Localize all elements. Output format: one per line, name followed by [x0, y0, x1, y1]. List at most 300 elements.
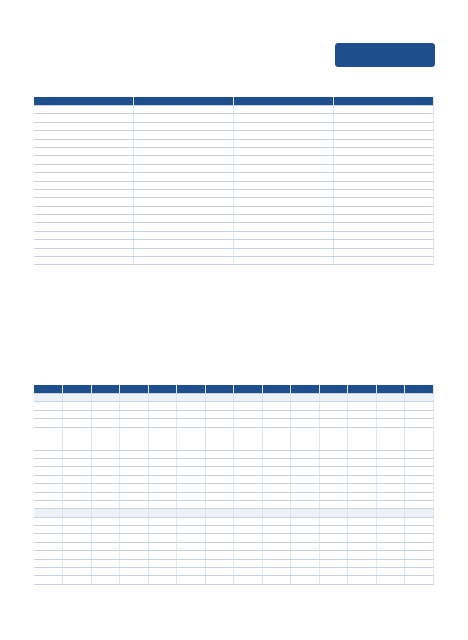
table-cell [262, 475, 291, 483]
table-cell [405, 576, 434, 584]
table-cell [262, 450, 291, 458]
table-cell [34, 568, 63, 576]
table-cell [319, 509, 348, 517]
table-cell [134, 139, 234, 147]
table-header-cell [91, 385, 120, 394]
table-cell [91, 551, 120, 559]
table-row [34, 231, 434, 239]
table-cell [234, 131, 334, 139]
brand-wordmark [335, 40, 435, 70]
table-cell [334, 231, 434, 239]
table-cell [376, 419, 405, 427]
table-cell [177, 467, 206, 475]
table-cell [234, 559, 263, 567]
table-cell [205, 500, 234, 508]
table-cell [234, 106, 334, 114]
page-title [34, 24, 129, 37]
table-cell [148, 509, 177, 517]
table-cell [291, 517, 320, 525]
table-cell [234, 458, 263, 466]
table-header-cell [262, 385, 291, 394]
spec-table [34, 97, 434, 265]
table-cell [34, 164, 134, 172]
table-cell [234, 526, 263, 534]
table-cell [262, 559, 291, 567]
table-cell [376, 500, 405, 508]
table-row [34, 475, 434, 483]
table-row [34, 248, 434, 256]
table-header-cell [234, 385, 263, 394]
table-cell [262, 467, 291, 475]
table-cell [291, 568, 320, 576]
table-cell [376, 534, 405, 542]
table-cell [234, 173, 334, 181]
table-cell [405, 559, 434, 567]
table-cell [205, 475, 234, 483]
table-cell [177, 402, 206, 410]
page-subtitle [34, 42, 109, 53]
table-row [34, 206, 434, 214]
table-cell [348, 419, 377, 427]
table-cell [120, 475, 149, 483]
table-cell [34, 248, 134, 256]
table-cell [334, 248, 434, 256]
table-cell [376, 467, 405, 475]
table-cell [120, 517, 149, 525]
table-cell [334, 181, 434, 189]
table-cell [148, 394, 177, 402]
table-cell [291, 509, 320, 517]
table-cell [205, 394, 234, 402]
table-cell [376, 517, 405, 525]
table-cell [376, 402, 405, 410]
table-cell [348, 427, 377, 450]
table-cell [234, 542, 263, 550]
table-row [34, 394, 434, 402]
table-cell [63, 559, 92, 567]
table-cell [376, 394, 405, 402]
table-header-cell [334, 97, 434, 106]
table-row [34, 576, 434, 584]
table-cell [34, 114, 134, 122]
table-row [34, 139, 434, 147]
table-row [34, 517, 434, 525]
table-cell [376, 484, 405, 492]
table-cell [348, 475, 377, 483]
table-cell [234, 492, 263, 500]
table-cell [34, 450, 63, 458]
table-cell [205, 484, 234, 492]
table-cell [120, 427, 149, 450]
table-cell [34, 517, 63, 525]
table-cell [405, 427, 434, 450]
table-cell [134, 164, 234, 172]
table-cell [405, 450, 434, 458]
table-cell [319, 526, 348, 534]
table-cell [134, 181, 234, 189]
table-cell [120, 402, 149, 410]
table-cell [177, 559, 206, 567]
table-cell [91, 450, 120, 458]
table-cell [177, 551, 206, 559]
table-cell [262, 427, 291, 450]
table-cell [177, 500, 206, 508]
table-cell [234, 394, 263, 402]
table-cell [63, 551, 92, 559]
table-row [34, 568, 434, 576]
table-cell [91, 500, 120, 508]
section-heading [34, 84, 134, 93]
table-cell [120, 568, 149, 576]
table-cell [291, 534, 320, 542]
table-cell [376, 526, 405, 534]
table-cell [319, 458, 348, 466]
table-row [34, 467, 434, 475]
table-row [34, 526, 434, 534]
table-cell [291, 559, 320, 567]
table-cell [34, 198, 134, 206]
table-cell [348, 517, 377, 525]
page-footer [252, 622, 434, 628]
table-cell [205, 427, 234, 450]
table-cell [63, 410, 92, 418]
table-cell [91, 517, 120, 525]
table-cell [205, 568, 234, 576]
table-cell [348, 467, 377, 475]
table-cell [319, 467, 348, 475]
table-row [34, 484, 434, 492]
table-cell [34, 156, 134, 164]
table-cell [334, 173, 434, 181]
table-cell [405, 458, 434, 466]
table-cell [234, 240, 334, 248]
table-cell [348, 542, 377, 550]
table-cell [120, 526, 149, 534]
table-cell [234, 467, 263, 475]
table-cell [148, 419, 177, 427]
table-cell [262, 402, 291, 410]
table-cell [34, 173, 134, 181]
table-row [34, 147, 434, 155]
table-row [34, 534, 434, 542]
table-cell [34, 427, 63, 450]
table-cell [120, 492, 149, 500]
table-cell [134, 198, 234, 206]
table-cell [177, 450, 206, 458]
table-cell [405, 542, 434, 550]
table-cell [205, 559, 234, 567]
table-cell [319, 402, 348, 410]
table-cell [91, 484, 120, 492]
table-cell [205, 402, 234, 410]
table-cell [376, 542, 405, 550]
table-cell [319, 500, 348, 508]
table-cell [234, 248, 334, 256]
table-cell [134, 215, 234, 223]
table-cell [34, 551, 63, 559]
table-cell [234, 122, 334, 130]
table-cell [405, 526, 434, 534]
table-cell [334, 223, 434, 231]
table-cell [34, 223, 134, 231]
table-cell [405, 509, 434, 517]
table-cell [291, 542, 320, 550]
table-cell [319, 450, 348, 458]
table-row [34, 559, 434, 567]
table-cell [34, 475, 63, 483]
table-cell [319, 394, 348, 402]
table-cell [63, 419, 92, 427]
table-cell [91, 534, 120, 542]
table-cell [205, 509, 234, 517]
table-cell [405, 517, 434, 525]
table-cell [334, 198, 434, 206]
table-cell [177, 475, 206, 483]
table-row [34, 427, 434, 450]
table-cell [34, 410, 63, 418]
table-cell [134, 189, 234, 197]
table-cell [177, 568, 206, 576]
table-row [34, 215, 434, 223]
table-cell [234, 450, 263, 458]
table-header-cell [34, 385, 63, 394]
table-cell [148, 551, 177, 559]
table-cell [63, 509, 92, 517]
table-cell [34, 500, 63, 508]
table-cell [334, 189, 434, 197]
table-cell [91, 509, 120, 517]
table-cell [291, 500, 320, 508]
table-row [34, 410, 434, 418]
table-cell [234, 164, 334, 172]
table-cell [334, 240, 434, 248]
table-cell [177, 534, 206, 542]
table-row [34, 551, 434, 559]
table-cell [291, 394, 320, 402]
table-cell [120, 450, 149, 458]
table-cell [262, 526, 291, 534]
table-cell [234, 181, 334, 189]
table-cell [234, 568, 263, 576]
table-cell [291, 576, 320, 584]
table-cell [291, 467, 320, 475]
table-cell [34, 215, 134, 223]
table-cell [63, 467, 92, 475]
table-cell [148, 500, 177, 508]
table-row [34, 189, 434, 197]
table-cell [262, 542, 291, 550]
table-cell [262, 509, 291, 517]
table-cell [205, 517, 234, 525]
table-row [34, 500, 434, 508]
table-cell [34, 231, 134, 239]
table-cell [376, 509, 405, 517]
table-cell [234, 500, 263, 508]
table-header-cell [291, 385, 320, 394]
table-row [34, 240, 434, 248]
table-cell [134, 248, 234, 256]
table-cell [34, 492, 63, 500]
table-cell [319, 559, 348, 567]
table-cell [34, 402, 63, 410]
table-cell [405, 467, 434, 475]
table-cell [348, 559, 377, 567]
table-cell [34, 147, 134, 155]
table-cell [348, 410, 377, 418]
table-cell [134, 173, 234, 181]
table-cell [120, 509, 149, 517]
table-cell [120, 576, 149, 584]
table-cell [376, 559, 405, 567]
table-cell [348, 568, 377, 576]
table-cell [120, 467, 149, 475]
table-cell [177, 427, 206, 450]
table-cell [234, 147, 334, 155]
table-cell [291, 458, 320, 466]
table-cell [205, 534, 234, 542]
table-cell [234, 517, 263, 525]
table-cell [148, 427, 177, 450]
table-cell [34, 189, 134, 197]
table-cell [319, 576, 348, 584]
table-cell [348, 484, 377, 492]
table-cell [34, 394, 63, 402]
table-cell [148, 542, 177, 550]
table-cell [205, 410, 234, 418]
table-cell [319, 484, 348, 492]
table-cell [234, 484, 263, 492]
table-row [34, 509, 434, 517]
table-cell [63, 534, 92, 542]
table-cell [148, 517, 177, 525]
table-cell [376, 410, 405, 418]
table-header-cell [234, 97, 334, 106]
table-cell [134, 114, 234, 122]
table-cell [234, 257, 334, 265]
table-cell [91, 576, 120, 584]
table-cell [319, 542, 348, 550]
table-cell [234, 427, 263, 450]
table-cell [34, 526, 63, 534]
table-cell [63, 427, 92, 450]
table-cell [205, 467, 234, 475]
table-cell [405, 402, 434, 410]
table-cell [134, 231, 234, 239]
table-cell [234, 223, 334, 231]
table-cell [334, 114, 434, 122]
table-cell [91, 458, 120, 466]
table-cell [91, 568, 120, 576]
table-cell [91, 475, 120, 483]
table-cell [177, 509, 206, 517]
table-cell [63, 394, 92, 402]
table-cell [91, 492, 120, 500]
table-cell [319, 475, 348, 483]
table-cell [262, 492, 291, 500]
table-cell [177, 526, 206, 534]
table-cell [262, 568, 291, 576]
table-cell [205, 576, 234, 584]
table-cell [376, 568, 405, 576]
table-cell [148, 475, 177, 483]
table-cell [262, 517, 291, 525]
table-cell [319, 517, 348, 525]
table-cell [91, 394, 120, 402]
table-row [34, 223, 434, 231]
table-cell [234, 139, 334, 147]
table-cell [291, 410, 320, 418]
table-cell [348, 450, 377, 458]
table-row [34, 106, 434, 114]
table-cell [120, 410, 149, 418]
table-cell [291, 526, 320, 534]
table-cell [376, 576, 405, 584]
table-cell [34, 106, 134, 114]
table-cell [34, 257, 134, 265]
brand-logo [335, 40, 435, 70]
table-cell [148, 450, 177, 458]
table-cell [405, 394, 434, 402]
table-cell [63, 450, 92, 458]
table-cell [177, 410, 206, 418]
table-cell [205, 458, 234, 466]
title-block [34, 24, 129, 58]
table-row [34, 198, 434, 206]
table-cell [376, 492, 405, 500]
table-cell [291, 450, 320, 458]
table-cell [205, 542, 234, 550]
table-row [34, 173, 434, 181]
table-cell [376, 427, 405, 450]
table-cell [291, 492, 320, 500]
table-cell [91, 402, 120, 410]
table-row [34, 131, 434, 139]
table-cell [262, 500, 291, 508]
table-cell [262, 458, 291, 466]
table-header-cell [405, 385, 434, 394]
table-cell [234, 156, 334, 164]
table-cell [348, 394, 377, 402]
table-cell [376, 450, 405, 458]
table-cell [34, 122, 134, 130]
table-cell [63, 484, 92, 492]
table-cell [34, 484, 63, 492]
table-row [34, 122, 434, 130]
table-cell [120, 542, 149, 550]
table-header-cell [34, 97, 134, 106]
table-cell [234, 206, 334, 214]
table-cell [291, 475, 320, 483]
table-cell [405, 500, 434, 508]
table-cell [63, 475, 92, 483]
table-cell [319, 568, 348, 576]
table-cell [291, 402, 320, 410]
table-cell [334, 215, 434, 223]
table-cell [148, 526, 177, 534]
table-cell [120, 419, 149, 427]
table-cell [234, 215, 334, 223]
table-cell [148, 559, 177, 567]
table-row [34, 542, 434, 550]
table-cell [334, 106, 434, 114]
table-cell [91, 410, 120, 418]
table-cell [405, 419, 434, 427]
table-row [34, 181, 434, 189]
table-cell [348, 509, 377, 517]
table-cell [148, 534, 177, 542]
table-cell [348, 526, 377, 534]
table-cell [177, 576, 206, 584]
